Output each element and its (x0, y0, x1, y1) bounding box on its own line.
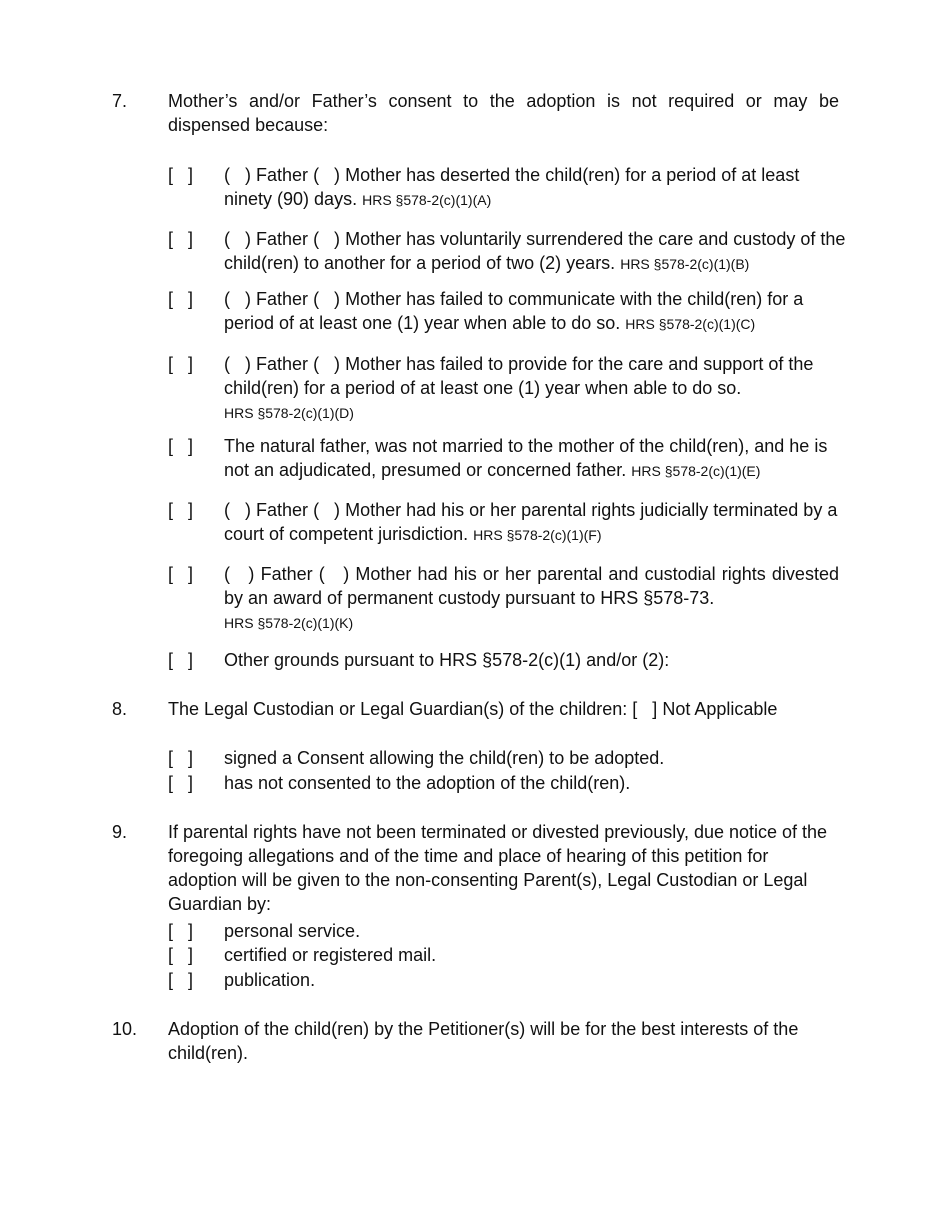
checkbox[interactable]: [ ] (168, 650, 194, 670)
option-text: personal service. (224, 921, 361, 941)
option-text (224, 352, 839, 425)
checkbox[interactable]: [ ] (168, 564, 194, 584)
mother-checkbox[interactable]: ( ) (313, 500, 341, 520)
mother-checkbox[interactable]: ( ) (313, 165, 341, 185)
option-text (224, 648, 839, 672)
checkbox[interactable]: [ ] (168, 970, 194, 990)
mother-checkbox[interactable]: ( ) (313, 229, 341, 249)
paragraph-number: 8. (112, 699, 128, 719)
father-label: Father (256, 354, 309, 374)
father-checkbox[interactable]: ( ) (224, 289, 251, 309)
paragraph-text: Mother’s and/or Father’s consent to the adoption is not required or may be dispensed because: (168, 91, 839, 135)
father-label: Father (256, 165, 309, 185)
father-label: Father (256, 500, 309, 520)
paragraph-text: Adoption of the child(ren) by the Petitioner(s) will be for the best interests of the child(ren). (168, 1019, 799, 1063)
option-text (224, 498, 839, 547)
option-text: has not consented to the adoption of the child(ren). (224, 773, 631, 793)
paragraph-number: 10. (112, 1019, 138, 1039)
checkbox[interactable]: [ ] (168, 500, 194, 520)
mother-checkbox[interactable]: ( ) (313, 289, 341, 309)
checkbox[interactable]: [ ] (168, 229, 194, 249)
option-text (224, 287, 839, 336)
checkbox[interactable]: [ ] (168, 773, 194, 793)
statute-citation: HRS §578-2(c)(1)(C) (625, 316, 756, 332)
not-applicable-label: Not Applicable (662, 699, 778, 719)
statute-citation: HRS §578-2(c)(1)(A) (362, 192, 492, 208)
father-label: Father (256, 229, 309, 249)
checkbox[interactable]: [ ] (168, 436, 194, 456)
statute-citation: HRS §578-2(c)(1)(B) (620, 256, 750, 272)
option-text: certified or registered mail. (224, 945, 437, 965)
paragraph-text: If parental rights have not been terminated or divested previously, due notice of the foregoing allegations and of the time and place of hearing of this petition for adoption will be given to the non-consenting Parent(s), Legal Custodian or Legal Guardian by: (168, 822, 828, 914)
father-checkbox[interactable]: ( ) (224, 354, 251, 374)
statute-citation: HRS §578-2(c)(1)(K) (224, 615, 354, 631)
paragraph-text (168, 697, 839, 721)
option-description: Mother has failed to communicate with the child(ren) for a period of at least one (1) year when able to do so. (224, 289, 804, 333)
not-applicable-checkbox[interactable]: [ ] (632, 699, 658, 719)
option-description: Mother has voluntarily surrendered the care and custody of the child(ren) to another for a period of two (2) years. (224, 229, 846, 273)
option-description: Mother has deserted the child(ren) for a period of at least ninety (90) days. (224, 165, 800, 209)
father-checkbox[interactable]: ( ) (224, 165, 251, 185)
option-text (224, 434, 839, 483)
mother-checkbox[interactable]: ( ) (318, 564, 350, 584)
option-text (224, 163, 839, 212)
checkbox[interactable]: [ ] (168, 354, 194, 374)
option-description: The natural father, was not married to the mother of the child(ren), and he is not an adjudicated, presumed or concerned father. (224, 436, 828, 480)
checkbox[interactable]: [ ] (168, 748, 194, 768)
father-label: Father (256, 289, 309, 309)
father-checkbox[interactable]: ( ) (224, 500, 251, 520)
option-description: Mother has failed to provide for the care and support of the child(ren) for a period of at least one (1) year when able to do so. (224, 354, 814, 398)
mother-checkbox[interactable]: ( ) (313, 354, 341, 374)
option-text: signed a Consent allowing the child(ren) to be adopted. (224, 748, 665, 768)
checkbox[interactable]: [ ] (168, 165, 194, 185)
statute-citation: HRS §578-2(c)(1)(E) (631, 463, 761, 479)
father-checkbox[interactable]: ( ) (224, 564, 255, 584)
option-text: publication. (224, 970, 316, 990)
father-label: Father (260, 564, 313, 584)
paragraph-number: 7. (112, 91, 128, 111)
paragraph-body: The Legal Custodian or Legal Guardian(s) of the children: (168, 699, 628, 719)
option-description: Mother had his or her parental and custodial rights divested by an award of permanent custody pursuant to HRS §578-73. (224, 564, 839, 608)
option-text (224, 562, 839, 635)
option-description: Other grounds pursuant to HRS §578-2(c)(1) and/or (2): (224, 650, 670, 670)
statute-citation: HRS §578-2(c)(1)(D) (224, 405, 354, 421)
option-description: Mother had his or her parental rights judicially terminated by a court of competent jurisdiction. (224, 500, 838, 544)
checkbox[interactable]: [ ] (168, 945, 194, 965)
checkbox[interactable]: [ ] (168, 289, 194, 309)
father-checkbox[interactable]: ( ) (224, 229, 251, 249)
checkbox[interactable]: [ ] (168, 921, 194, 941)
statute-citation: HRS §578-2(c)(1)(F) (473, 527, 602, 543)
option-text (224, 227, 849, 276)
paragraph-number: 9. (112, 822, 128, 842)
